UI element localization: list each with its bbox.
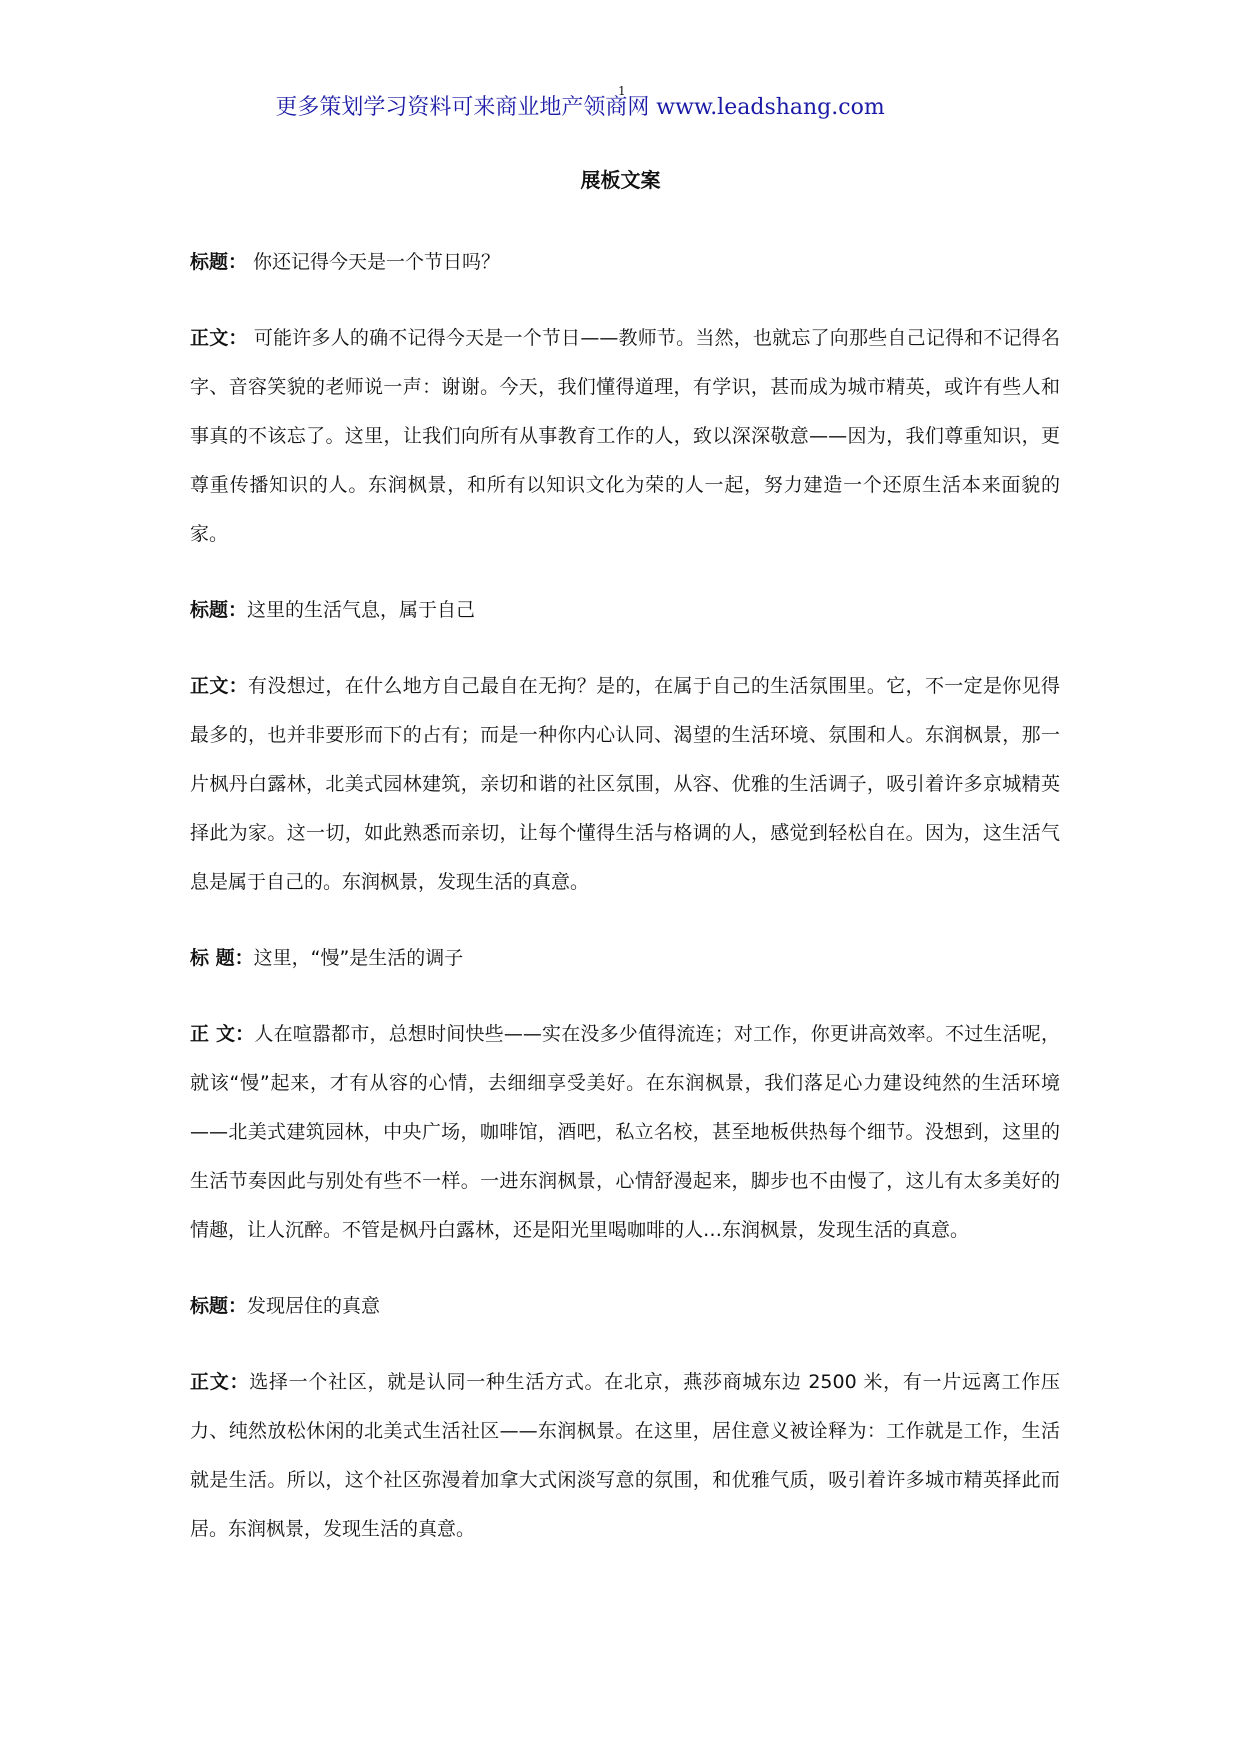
document-title: 展板文案 bbox=[580, 168, 661, 192]
heading-text: 你还记得今天是一个节日吗？ bbox=[247, 251, 501, 273]
page-number: 1 bbox=[618, 84, 626, 98]
body-label: 正 文： bbox=[190, 1023, 255, 1045]
section-heading bbox=[190, 238, 1060, 287]
section-body bbox=[190, 1358, 1060, 1554]
heading-text: 这里的生活气息，属于自己 bbox=[247, 599, 476, 621]
heading-text: 这里，“慢”是生活的调子 bbox=[253, 947, 464, 969]
section-body bbox=[190, 314, 1060, 559]
body-text: 选择一个社区，就是认同一种生活方式。在北京，燕莎商城东边 2500 米，有一片远离工作压力、纯然放松休闲的北美式生活社区——东润枫景。在这里，居住意义被诠释为：工作就是工作，生活就是生活。所以，这个社区弥漫着加拿大式闲淡写意的氛围，和优雅气质，吸引着许多城市精英择此而居。东润枫景，发现生活的真意。 bbox=[190, 1371, 1060, 1540]
section-body bbox=[190, 1010, 1060, 1255]
document-content bbox=[190, 238, 1060, 1581]
body-label: 正文： bbox=[190, 327, 248, 349]
body-text: 有没想过，在什么地方自己最自在无拘？是的，在属于自己的生活氛围里。它，不一定是你见得最多的，也并非要形而下的占有；而是一种你内心认同、渴望的生活环境、氛围和人。东润枫景，那一片枫丹白露林，北美式园林建筑，亲切和谐的社区氛围，从容、优雅的生活调子，吸引着许多京城精英择此为家。这一切，如此熟悉而亲切，让每个懂得生活与格调的人，感觉到轻松自在。因为，这生活气息是属于自己的。东润枫景，发现生活的真意。 bbox=[190, 675, 1060, 893]
heading-text: 发现居住的真意 bbox=[247, 1295, 381, 1317]
body-label: 正文： bbox=[190, 675, 249, 697]
header-link[interactable]: 更多策划学习资料可来商业地产领商网 www.leadshang.com bbox=[275, 95, 885, 120]
section-heading bbox=[190, 1282, 1060, 1331]
section-heading bbox=[190, 586, 1060, 635]
body-text: 人在喧嚣都市，总想时间快些——实在没多少值得流连；对工作，你更讲高效率。不过生活呢，就该“慢”起来，才有从容的心情，去细细享受美好。在东润枫景，我们落足心力建设纯然的生活环境——北美式建筑园林，中央广场，咖啡馆，酒吧，私立名校，甚至地板供热每个细节。没想到，这里的生活节奏因此与别处有些不一样。一进东润枫景，心情舒漫起来，脚步也不由慢了，这儿有太多美好的情趣，让人沉醉。不管是枫丹白露林，还是阳光里喝咖啡的人…东润枫景，发现生活的真意。 bbox=[190, 1023, 1060, 1241]
section-body bbox=[190, 662, 1060, 907]
section-heading bbox=[190, 934, 1060, 983]
heading-label: 标 题： bbox=[190, 947, 254, 969]
body-label: 正文： bbox=[190, 1371, 250, 1393]
body-text: 可能许多人的确不记得今天是一个节日——教师节。当然，也就忘了向那些自己记得和不记得名字、音容笑貌的老师说一声：谢谢。今天，我们懂得道理，有学识，甚而成为城市精英，或许有些人和事真的不该忘了。这里，让我们向所有从事教育工作的人，致以深深敬意——因为，我们尊重知识，更尊重传播知识的人。东润枫景，和所有以知识文化为荣的人一起，努力建造一个还原生活本来面貌的家。 bbox=[190, 327, 1060, 545]
heading-label: 标题： bbox=[190, 251, 248, 273]
heading-label: 标题： bbox=[190, 599, 248, 621]
heading-label: 标题： bbox=[190, 1295, 248, 1317]
